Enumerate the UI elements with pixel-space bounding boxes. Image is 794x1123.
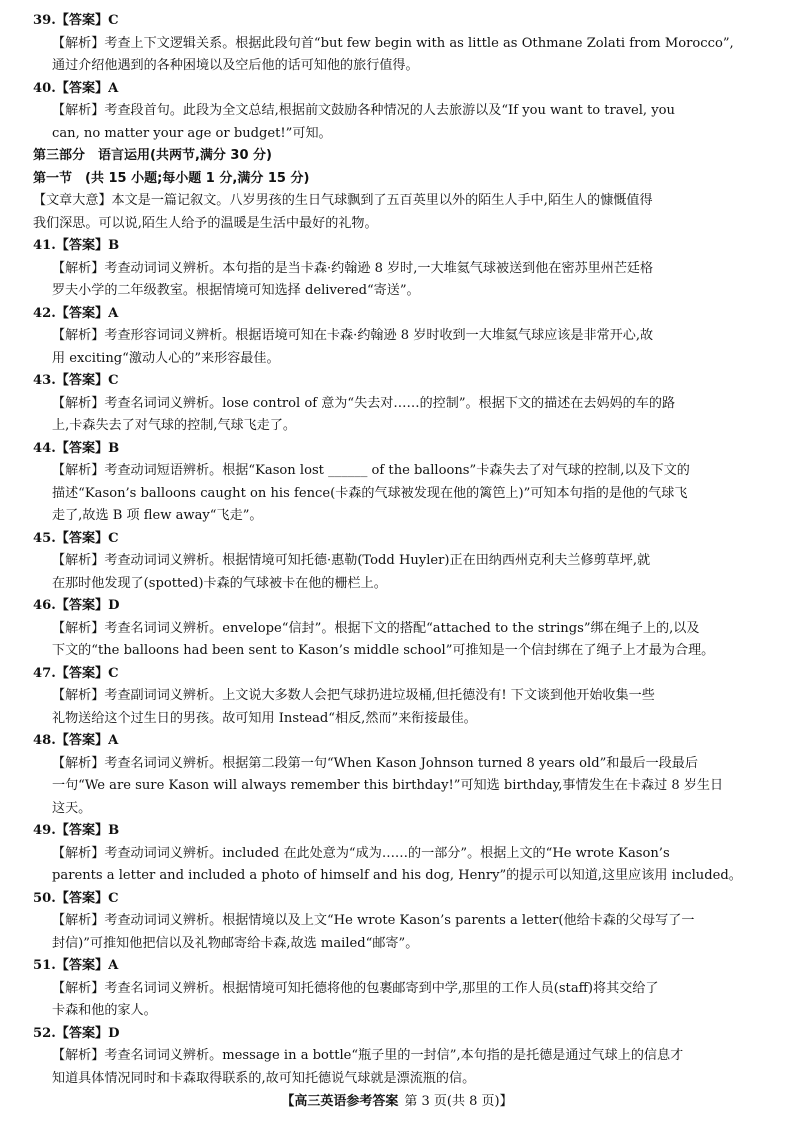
answer-heading: 42.【答案】A [33,305,119,321]
answer-heading: 49.【答案】B [33,823,120,838]
explanation-line: 【解析】考查动词词义辨析。根据情境以及上文“He wrote Kason’s parents a letter(他给卡森的父母写了一 [52,913,695,928]
footer-page-number: 第 3 页(共 8 页)】 [404,1094,513,1109]
answer-heading: 44.【答案】B [33,440,120,456]
explanation-line: 【解析】考查动词短语辨析。根据“Kason lost ______ of the balloons”卡森失去了对气球的控制,以及下文的 [52,463,690,478]
answer-key-body [33,10,768,1090]
section-heading: 第三部分 语言运用(共两节,满分 30 分) [33,148,272,163]
answer-heading: 43.【答案】C [33,373,119,388]
explanation-line: 【解析】考查名词词义辨析。envelope“信封”。根据下文的搭配“attached to the strings”绑在绳子上的,以及 [52,620,700,636]
explanation-line: 下文的“the balloons had been sent to Kason’s middle school”可推知是一个信封绑在了绳子上才最为合理。 [52,643,715,658]
answer-heading: 51.【答案】A [33,958,119,973]
explanation-line: 这天。 [52,800,92,816]
explanation-line: 描述“Kason’s balloons caught on his fence(卡森的气球被发现在他的篱笆上)”可知本句指的是他的气球飞 [52,485,688,501]
explanation-line: 【解析】考查动词词义辨析。根据情境可知托德·惠勒(Todd Huyler)正在田纳西州克利夫兰修剪草坪,就 [52,553,651,568]
explanation-line: 封信)”可推知他把信以及礼物邮寄给卡森,故选 mailed“邮寄”。 [52,935,419,951]
explanation-line: 【解析】考查动词词义辨析。本句指的是当卡森·约翰逊 8 岁时,一大堆氦气球被送到他在密苏里州芒廷格 [52,260,654,276]
explanation-line: 知道具体情况同时和卡森取得联系的,故可知托德说气球就是漂流瓶的信。 [52,1070,476,1086]
answer-heading: 48.【答案】A [33,733,119,748]
explanation-line: 罗夫小学的二年级教室。根据情境可知选择 delivered“寄送”。 [52,283,420,298]
explanation-line: can, no matter your age or budget!”可知。 [52,125,332,141]
answer-heading: 52.【答案】D [33,1025,120,1041]
explanation-line: 【解析】考查段首句。此段为全文总结,根据前文鼓励各种情况的人去旅游以及“If you want to travel, you [52,103,675,118]
explanation-line: 一句“We are sure Kason will always remember this birthday!”可知选 birthday,事情发生在卡森过 8 岁生日 [52,778,724,793]
answer-heading: 40.【答案】A [33,80,119,96]
explanation-line: 【解析】考查动词词义辨析。included 在此处意为“成为……的一部分”。根据上文的“He wrote Kason’s [52,845,670,861]
page-footer [0,1090,794,1109]
explanation-line: 【解析】考查副词词义辨析。上文说大多数人会把气球扔进垃圾桶,但托德没有! 下文谈到他开始收集一些 [52,688,655,703]
explanation-line: 【解析】考查名词词义辨析。message in a bottle“瓶子里的一封信”,本句指的是托德是通过气球上的信息才 [52,1048,684,1063]
summary-line: 【文章大意】本文是一篇记叙文。八岁男孩的生日气球飘到了五百英里以外的陌生人手中,陌生人的慷慨值得 [33,193,653,208]
summary-line: 我们深思。可以说,陌生人给予的温暖是生活中最好的礼物。 [33,215,378,231]
explanation-line: 在那时他发现了(spotted)卡森的气球被卡在他的栅栏上。 [52,575,387,591]
answer-heading: 47.【答案】C [33,665,119,681]
answer-heading: 41.【答案】B [33,238,120,253]
explanation-line: 【解析】考查名词词义辨析。根据第二段第一句“When Kason Johnson turned 8 years old”和最后一段最后 [52,755,698,771]
explanation-line: 卡森和他的家人。 [52,1003,157,1018]
explanation-line: 上,卡森失去了对气球的控制,气球飞走了。 [52,418,297,433]
explanation-line: 【解析】考查名词词义辨析。根据情境可知托德将他的包裹邮寄到中学,那里的工作人员(staff)将其交给了 [52,980,659,996]
answer-heading: 50.【答案】C [33,890,119,906]
explanation-line: 礼物送给这个过生日的男孩。故可知用 Instead“相反,然而”来衔接最佳。 [52,710,477,726]
answer-heading: 39.【答案】C [33,13,119,28]
explanation-line: 走了,故选 B 项 flew away“飞走”。 [52,508,263,523]
footer-title: 【高三英语参考答案 [281,1094,399,1109]
answer-heading: 46.【答案】D [33,598,120,613]
explanation-line: 【解析】考查上下文逻辑关系。根据此段句首“but few begin with as little as Othmane Zolati from Morocco”, [52,35,734,51]
explanation-line: 通过介绍他遇到的各种困境以及空后他的话可知他的旅行值得。 [52,58,419,73]
answer-heading: 45.【答案】C [33,530,119,546]
explanation-line: 【解析】考查形容词词义辨析。根据语境可知在卡森·约翰逊 8 岁时收到一大堆氦气球应该是非常开心,故 [52,328,654,343]
explanation-line: 用 exciting“激动人心的”来形容最佳。 [52,350,280,366]
explanation-line: parents a letter and included a photo of himself and his dog, Henry”的提示可以知道,这里应该用 included。 [52,868,742,883]
section-heading: 第一节 (共 15 小题;每小题 1 分,满分 15 分) [33,170,310,186]
explanation-line: 【解析】考查名词词义辨析。lose control of 意为“失去对……的控制”。根据下文的描述在去妈妈的车的路 [52,395,676,411]
